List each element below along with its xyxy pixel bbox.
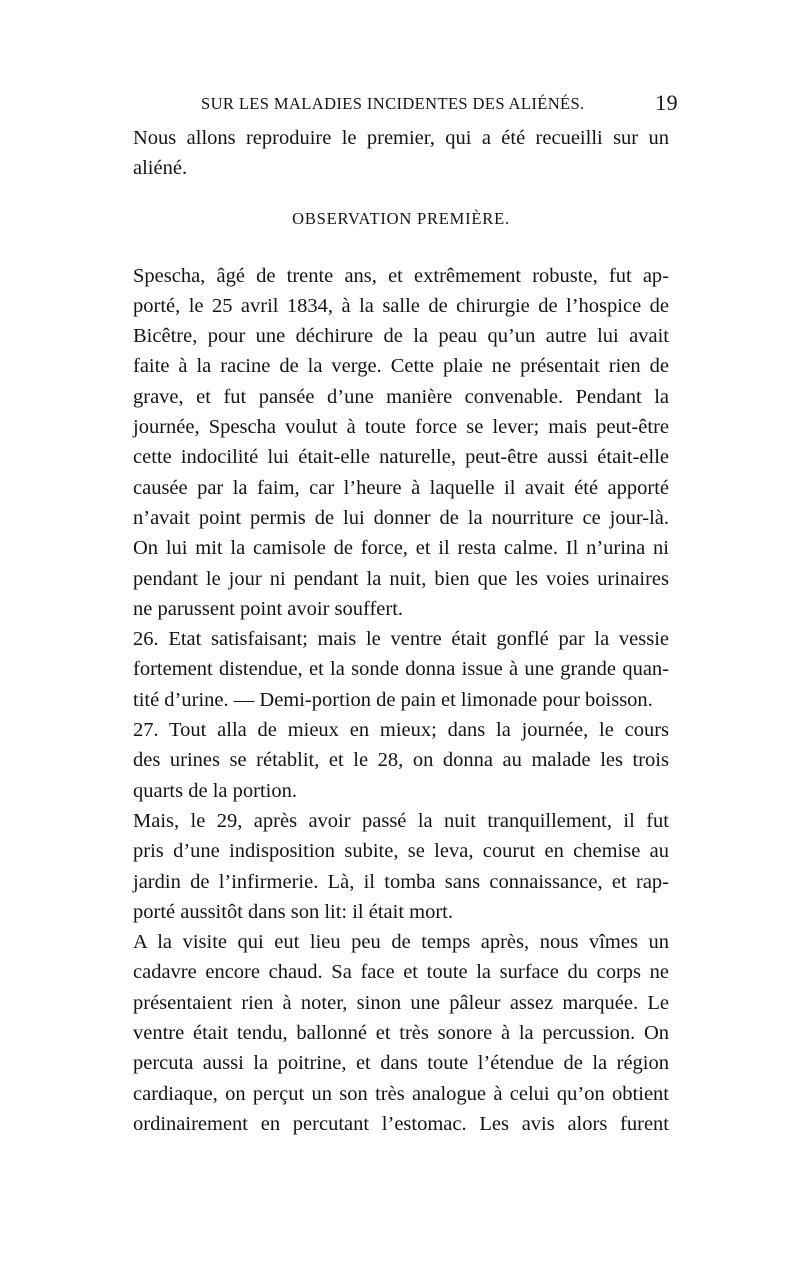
paragraph-day-27 — [133, 715, 669, 806]
running-title: SUR LES MALADIES INCIDENTES DES ALIÉNÉS. — [201, 94, 585, 113]
page-number: 19 — [655, 90, 678, 115]
text-line: porté aussitôt dans son lit: il était mort. — [133, 900, 453, 923]
text-line: ne parussent point avoir souffert. — [133, 597, 404, 620]
text-line: causée par la faim, car l’heure à laquelle il avait été apporté — [133, 476, 669, 499]
text-line: A la visite qui eut lieu peu de temps après, nous vîmes un — [133, 931, 669, 954]
text-line: n’avait point permis de lui donner de la nourriture ce jour-là. — [133, 506, 669, 529]
text-line: Bicêtre, pour une déchirure de la peau qu’un autre lui avait — [133, 325, 669, 348]
paragraph-day-26 — [133, 624, 669, 715]
text-line: cette indocilité lui était-elle naturelle, peut-être aussi était-elle — [133, 446, 669, 469]
text-line: tité d’urine. — Demi-portion de pain et limonade pour boisson. — [133, 688, 653, 711]
text-line: quarts de la portion. — [133, 779, 297, 802]
text-line: fortement distendue, et la sonde donna issue à une grande quan- — [133, 658, 669, 681]
text-line: présentaient rien à noter, sinon une pâleur assez marquée. Le — [133, 991, 669, 1014]
text-line: Mais, le 29, après avoir passé la nuit tranquillement, il fut — [133, 809, 669, 832]
paragraph-day-29 — [133, 806, 669, 927]
text-line: 26. Etat satisfaisant; mais le ventre était gonflé par la vessie — [133, 628, 669, 651]
observation-heading: OBSERVATION PREMIÈRE. — [292, 208, 510, 228]
text-line: pendant le jour ni pendant la nuit, bien que les voies urinaires — [133, 567, 669, 590]
text-line: percuta aussi la poitrine, et dans toute l’étendue de la région — [133, 1052, 669, 1075]
text-line: Spescha, âgé de trente ans, et extrêmement robuste, fut ap- — [133, 264, 669, 287]
paragraph-autopsy-visit — [133, 927, 669, 1139]
intro-paragraph — [133, 123, 669, 184]
running-head — [133, 90, 678, 116]
text-line: Nous allons reproduire le premier, qui a été recueilli sur un — [133, 127, 669, 149]
text-line: 27. Tout alla de mieux en mieux; dans la journée, le cours — [133, 719, 669, 742]
text-line: journée, Spescha voulut à toute force se lever; mais peut-être — [133, 416, 669, 439]
text-line: ventre était tendu, ballonné et très sonore à la percussion. On — [133, 1022, 669, 1045]
text-line: ordinairement en percutant l’estomac. Les avis alors furent — [133, 1112, 669, 1135]
text-line: pris d’une indisposition subite, se leva, courut en chemise au — [133, 840, 669, 863]
text-line: cardiaque, on perçut un son très analogue à celui qu’on obtient — [133, 1082, 669, 1105]
text-line: aliéné. — [133, 157, 188, 180]
paragraph-spescha — [133, 261, 669, 625]
body-text — [133, 123, 669, 1139]
text-line: jardin de l’infirmerie. Là, il tomba sans connaissance, et rap- — [133, 870, 669, 893]
text-line: faite à la racine de la verge. Cette plaie ne présentait rien de — [133, 355, 669, 378]
text-line: porté, le 25 avril 1834, à la salle de chirurgie de l’hospice de — [133, 294, 669, 317]
text-line: On lui mit la camisole de force, et il resta calme. Il n’urina ni — [133, 537, 669, 560]
text-line: grave, et fut pansée d’une manière convenable. Pendant la — [133, 385, 669, 408]
text-line: cadavre encore chaud. Sa face et toute la surface du corps ne — [133, 961, 669, 984]
text-line: des urines se rétablit, et le 28, on donna au malade les trois — [133, 749, 669, 772]
